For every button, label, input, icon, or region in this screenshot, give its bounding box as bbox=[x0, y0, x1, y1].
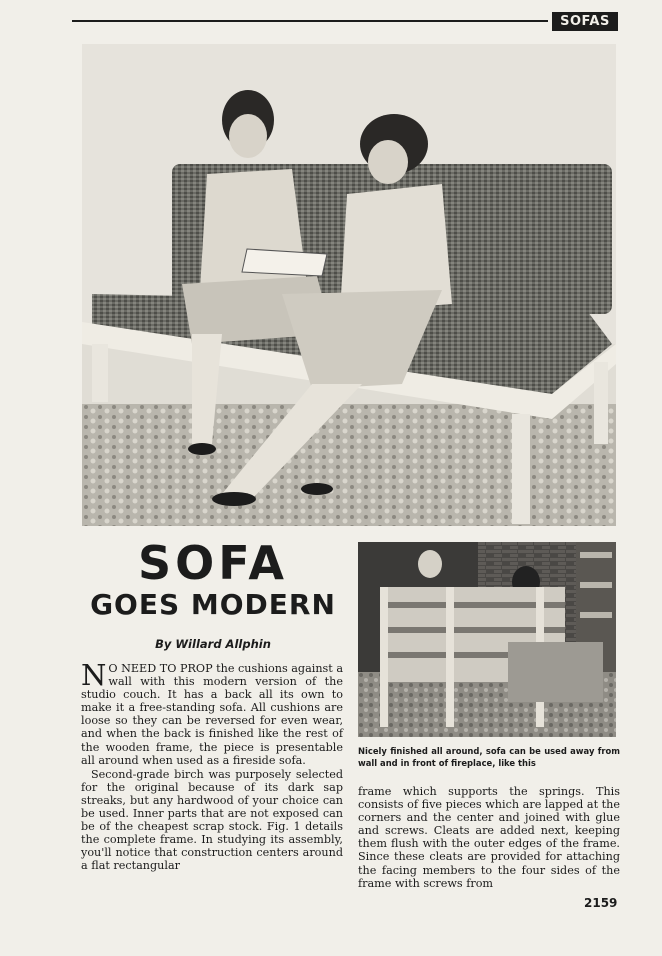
photo-caption: Nicely finished all around, sofa can be used away from wall and in front of fireplace, like this bbox=[358, 746, 620, 768]
headline-line-2: GOES MODERN bbox=[90, 588, 336, 621]
paragraph-2: Second-grade birch was purposely selected for the original because of its dark sap streaks, but any hardwood of your choice can be used. Inner parts that are not exposed can be of the cheapest scrap stock. Fig. 1 details the complete frame. In studying its assembly, you'll notice that construction centers around a flat rectangular bbox=[81, 767, 343, 873]
article-column-right bbox=[358, 785, 620, 891]
paragraph-1 bbox=[81, 658, 344, 767]
header-rule bbox=[72, 20, 548, 22]
headline-line-1: SOFA bbox=[138, 536, 288, 590]
paragraph-3: frame which supports the springs. This consists of five pieces which are lapped at the corners and the center and joined with glue and screws. Cleats are added next, keeping them flush with the outer edges of the frame. Since these cleats are provided for attaching the facing members to the four sides of the frame with screws from bbox=[358, 785, 620, 890]
main-photo-sofa bbox=[82, 44, 616, 526]
article-column-left bbox=[81, 658, 344, 874]
drop-cap: N bbox=[81, 658, 107, 692]
side-photo-fireplace bbox=[358, 542, 616, 737]
article-headline bbox=[82, 538, 344, 622]
byline: By Willard Allphin bbox=[155, 637, 271, 651]
paragraph-1-text: O NEED TO PROP the cushions against a wall with this modern version of the studio couch. It has a back all its own to make it a free-standing sofa. All cushions are loose so they can be reversed for even wear, and when the back is finished like the rest of the wooden frame, the piece is presentable all around when used as a fireside sofa. bbox=[81, 662, 344, 767]
page-number: 2159 bbox=[584, 896, 618, 910]
section-tag: SOFAS bbox=[552, 12, 618, 31]
